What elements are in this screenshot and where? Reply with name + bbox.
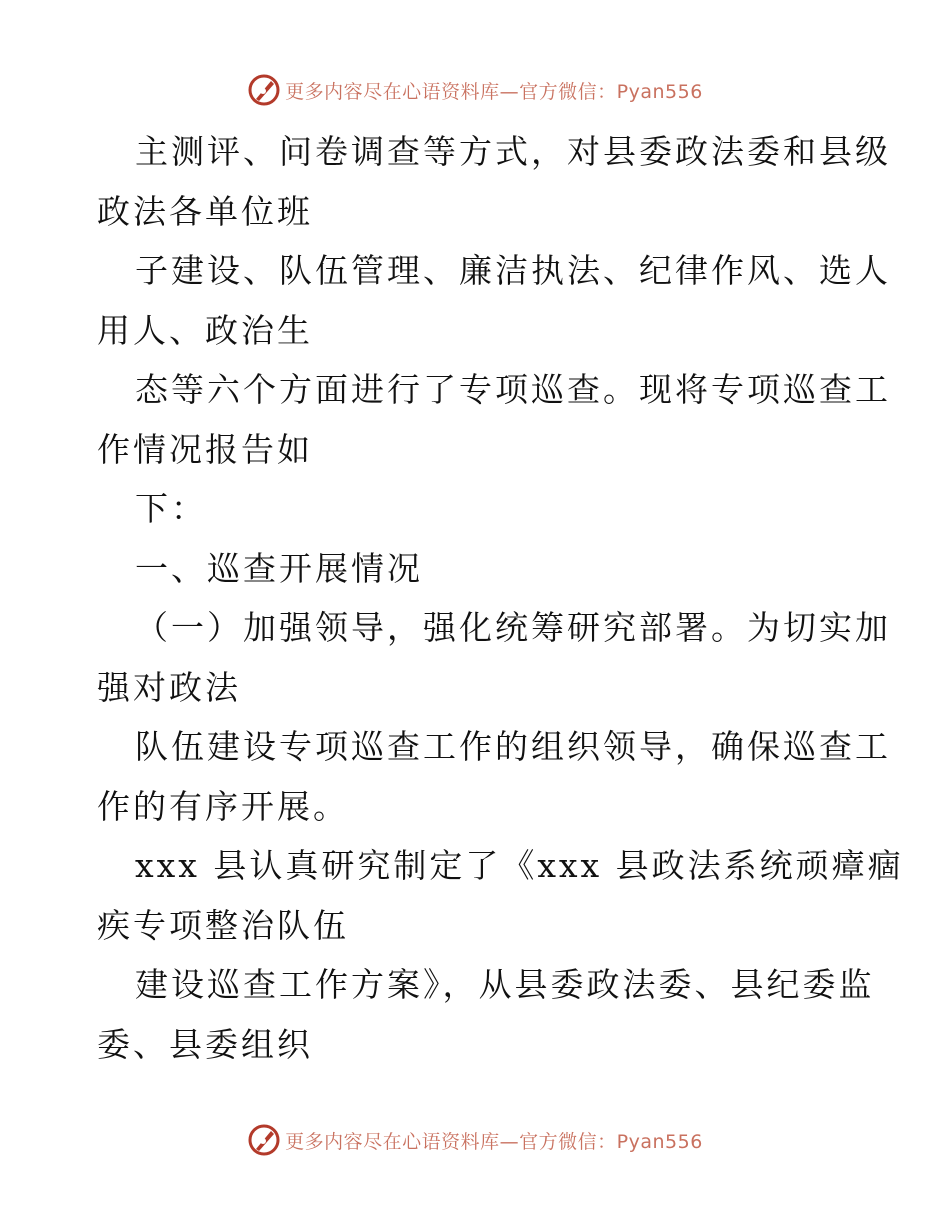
text-line: 委、县委组织 — [97, 1024, 313, 1064]
footer-banner — [0, 1120, 950, 1160]
text-line: 政法各单位班 — [97, 191, 313, 231]
pen-logo-icon — [247, 1123, 281, 1157]
footer-banner-text: 更多内容尽在心语资料库—官方微信：Pyan556 — [285, 1130, 703, 1153]
text-line: 子建设、队伍管理、廉洁执法、纪律作风、选人 — [135, 251, 891, 290]
text-line: （一）加强领导，强化统筹研究部署。为切实加 — [135, 608, 891, 647]
text-line: 疾专项整治队伍 — [97, 905, 349, 945]
text-line: 下： — [135, 489, 207, 528]
text-line: 强对政法 — [97, 667, 241, 707]
text-line: 用人、政治生 — [97, 310, 313, 350]
text-line: 作的有序开展。 — [97, 786, 349, 826]
text-line: 建设巡查工作方案》，从县委政法委、县纪委监 — [135, 965, 875, 1004]
text-line: 一、巡查开展情况 — [135, 548, 423, 588]
text-line: 态等六个方面进行了专项巡查。现将专项巡查工 — [135, 370, 891, 409]
header-banner — [0, 70, 950, 110]
text-line: 主测评、问卷调查等方式，对县委政法委和县级 — [135, 132, 891, 171]
pen-logo-icon — [247, 73, 281, 107]
text-line: 作情况报告如 — [97, 429, 313, 469]
text-line: xxx 县认真研究制定了《xxx 县政法系统顽瘴痼 — [135, 846, 904, 885]
text-line: 队伍建设专项巡查工作的组织领导，确保巡查工 — [135, 727, 891, 766]
header-banner-text: 更多内容尽在心语资料库—官方微信：Pyan556 — [285, 80, 703, 103]
document-body — [97, 122, 904, 1074]
